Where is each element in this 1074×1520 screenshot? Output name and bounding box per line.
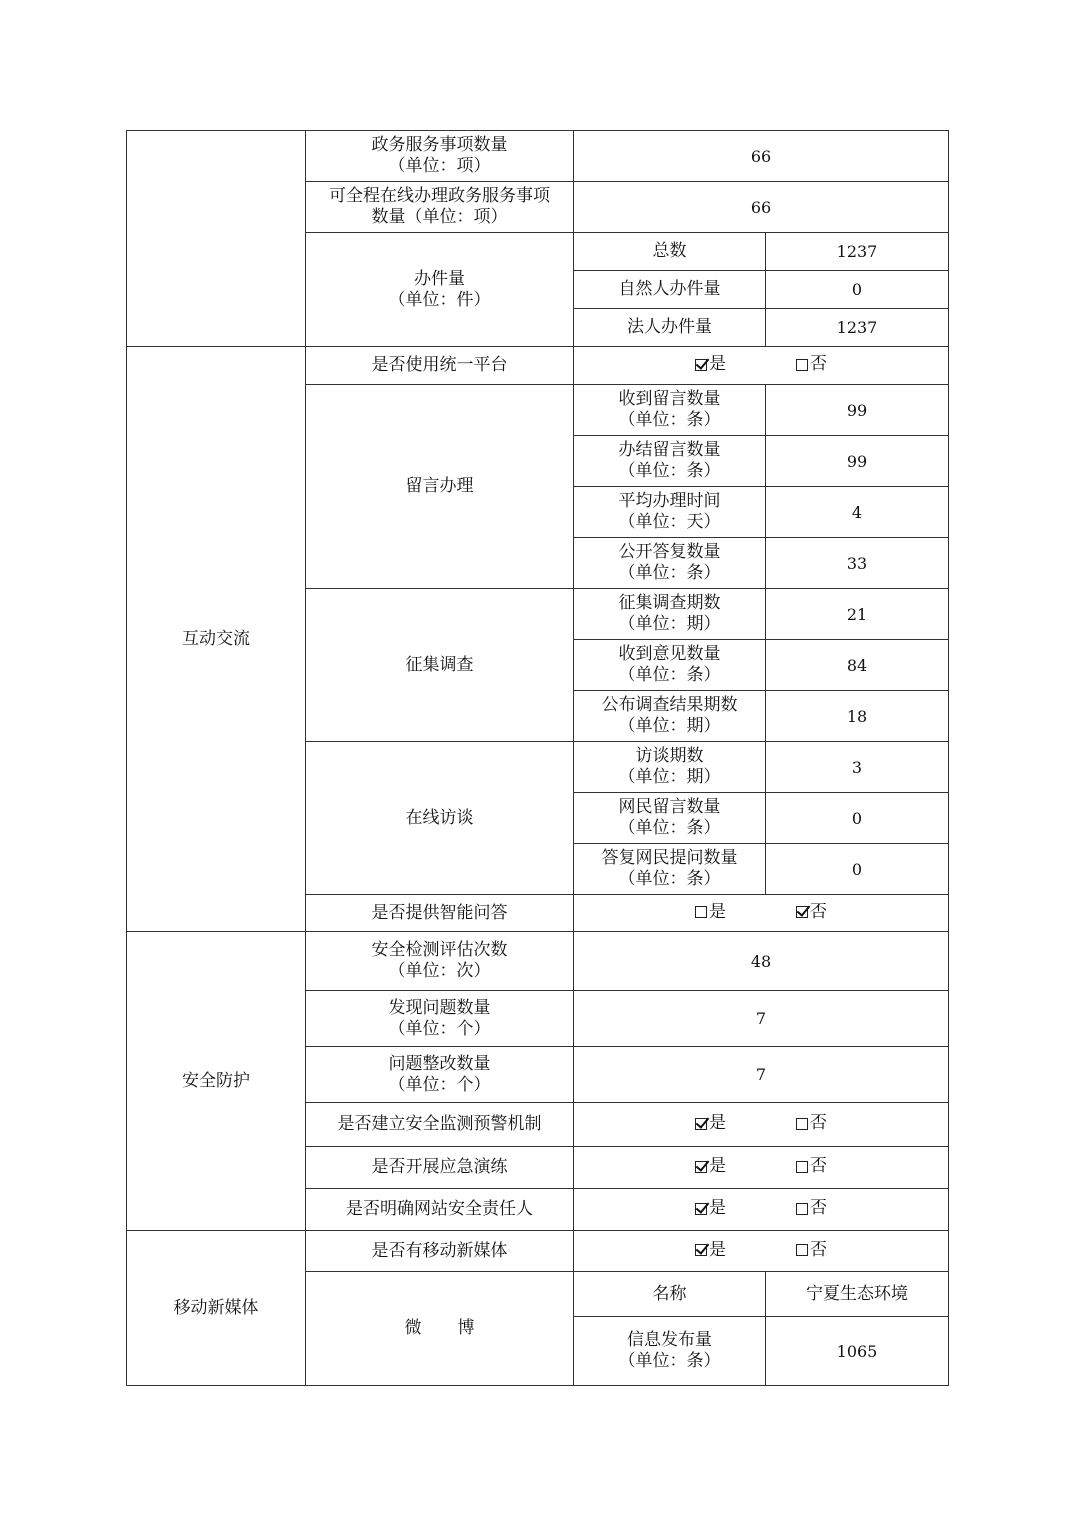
checkbox-icon[interactable] bbox=[796, 1161, 808, 1173]
opinions-label: 收到意见数量 （单位：条） bbox=[574, 640, 766, 691]
yes-option[interactable]: 是 bbox=[695, 1240, 726, 1261]
no-option[interactable]: 否 bbox=[796, 1156, 827, 1177]
no-option[interactable]: 否 bbox=[796, 1198, 827, 1219]
monitoring-label: 是否建立安全监测预警机制 bbox=[306, 1103, 574, 1147]
has-mobile-label: 是否有移动新媒体 bbox=[306, 1231, 574, 1272]
checkbox-icon[interactable] bbox=[695, 906, 707, 918]
weibo-label: 微博 bbox=[306, 1272, 574, 1386]
interview-group: 在线访谈 bbox=[306, 742, 574, 895]
drills-choice bbox=[574, 1147, 949, 1189]
no-option[interactable]: 否 bbox=[796, 354, 827, 375]
checkbox-icon[interactable] bbox=[796, 359, 808, 371]
online-items-label: 可全程在线办理政务服务事项 数量（单位：项） bbox=[306, 182, 574, 233]
checkbox-icon[interactable] bbox=[695, 359, 707, 371]
closed-label: 办结留言数量 （单位：条） bbox=[574, 436, 766, 487]
netizen-msgs-label: 网民留言数量 （单位：条） bbox=[574, 793, 766, 844]
messages-group: 留言办理 bbox=[306, 385, 574, 589]
no-option[interactable]: 否 bbox=[796, 902, 827, 923]
responsible-label: 是否明确网站安全责任人 bbox=[306, 1189, 574, 1231]
has-mobile-choice bbox=[574, 1231, 949, 1272]
opinions-value: 84 bbox=[766, 640, 949, 691]
unified-platform-label: 是否使用统一平台 bbox=[306, 347, 574, 385]
assessments-value: 48 bbox=[574, 932, 949, 991]
received-value: 99 bbox=[766, 385, 949, 436]
replies-value: 0 bbox=[766, 844, 949, 895]
checkbox-icon[interactable] bbox=[796, 906, 808, 918]
responsible-choice bbox=[574, 1189, 949, 1231]
avg-time-label: 平均办理时间 （单位：天） bbox=[574, 487, 766, 538]
monitoring-choice bbox=[574, 1103, 949, 1147]
public-replies-label: 公开答复数量 （单位：条） bbox=[574, 538, 766, 589]
survey-periods-label: 征集调查期数 （单位：期） bbox=[574, 589, 766, 640]
interview-periods-value: 3 bbox=[766, 742, 949, 793]
checkbox-icon[interactable] bbox=[796, 1118, 808, 1130]
report-table bbox=[126, 130, 949, 1386]
smart-qa-label: 是否提供智能问答 bbox=[306, 895, 574, 932]
no-option[interactable]: 否 bbox=[796, 1113, 827, 1134]
unified-platform-choice bbox=[574, 347, 949, 385]
public-replies-value: 33 bbox=[766, 538, 949, 589]
handling-natural-value: 0 bbox=[766, 271, 949, 309]
yes-option[interactable]: 是 bbox=[695, 902, 726, 923]
checkbox-icon[interactable] bbox=[695, 1118, 707, 1130]
assessments-label: 安全检测评估次数 （单位：次） bbox=[306, 932, 574, 991]
netizen-msgs-value: 0 bbox=[766, 793, 949, 844]
handling-legal-value: 1237 bbox=[766, 309, 949, 347]
survey-group: 征集调查 bbox=[306, 589, 574, 742]
checkbox-icon[interactable] bbox=[796, 1244, 808, 1256]
no-option[interactable]: 否 bbox=[796, 1240, 827, 1261]
blank-category-cell bbox=[127, 131, 306, 347]
checkbox-icon[interactable] bbox=[796, 1203, 808, 1215]
items-count-value: 66 bbox=[574, 131, 949, 182]
checkbox-icon[interactable] bbox=[695, 1203, 707, 1215]
interview-periods-label: 访谈期数 （单位：期） bbox=[574, 742, 766, 793]
issues-fixed-label: 问题整改数量 （单位：个） bbox=[306, 1047, 574, 1103]
weibo-posts-label: 信息发布量 （单位：条） bbox=[574, 1317, 766, 1386]
handling-total-label: 总数 bbox=[574, 233, 766, 271]
handling-total-value: 1237 bbox=[766, 233, 949, 271]
handling-legal-label: 法人办件量 bbox=[574, 309, 766, 347]
issues-found-value: 7 bbox=[574, 991, 949, 1047]
yes-option[interactable]: 是 bbox=[695, 1113, 726, 1134]
security-section: 安全防护 bbox=[127, 932, 306, 1231]
results-value: 18 bbox=[766, 691, 949, 742]
smart-qa-choice bbox=[574, 895, 949, 932]
yes-option[interactable]: 是 bbox=[695, 354, 726, 375]
results-label: 公布调查结果期数 （单位：期） bbox=[574, 691, 766, 742]
interaction-section: 互动交流 bbox=[127, 347, 306, 932]
closed-value: 99 bbox=[766, 436, 949, 487]
yes-option[interactable]: 是 bbox=[695, 1198, 726, 1219]
handling-natural-label: 自然人办件量 bbox=[574, 271, 766, 309]
replies-label: 答复网民提问数量 （单位：条） bbox=[574, 844, 766, 895]
weibo-posts-value: 1065 bbox=[766, 1317, 949, 1386]
received-label: 收到留言数量 （单位：条） bbox=[574, 385, 766, 436]
checkbox-icon[interactable] bbox=[695, 1161, 707, 1173]
issues-fixed-value: 7 bbox=[574, 1047, 949, 1103]
weibo-name-value: 宁夏生态环境 bbox=[766, 1272, 949, 1317]
items-count-label: 政务服务事项数量 （单位：项） bbox=[306, 131, 574, 182]
issues-found-label: 发现问题数量 （单位：个） bbox=[306, 991, 574, 1047]
yes-option[interactable]: 是 bbox=[695, 1156, 726, 1177]
drills-label: 是否开展应急演练 bbox=[306, 1147, 574, 1189]
checkbox-icon[interactable] bbox=[695, 1244, 707, 1256]
mobile-section: 移动新媒体 bbox=[127, 1231, 306, 1386]
online-items-value: 66 bbox=[574, 182, 949, 233]
handling-label: 办件量 （单位：件） bbox=[306, 233, 574, 347]
survey-periods-value: 21 bbox=[766, 589, 949, 640]
avg-time-value: 4 bbox=[766, 487, 949, 538]
weibo-name-label: 名称 bbox=[574, 1272, 766, 1317]
